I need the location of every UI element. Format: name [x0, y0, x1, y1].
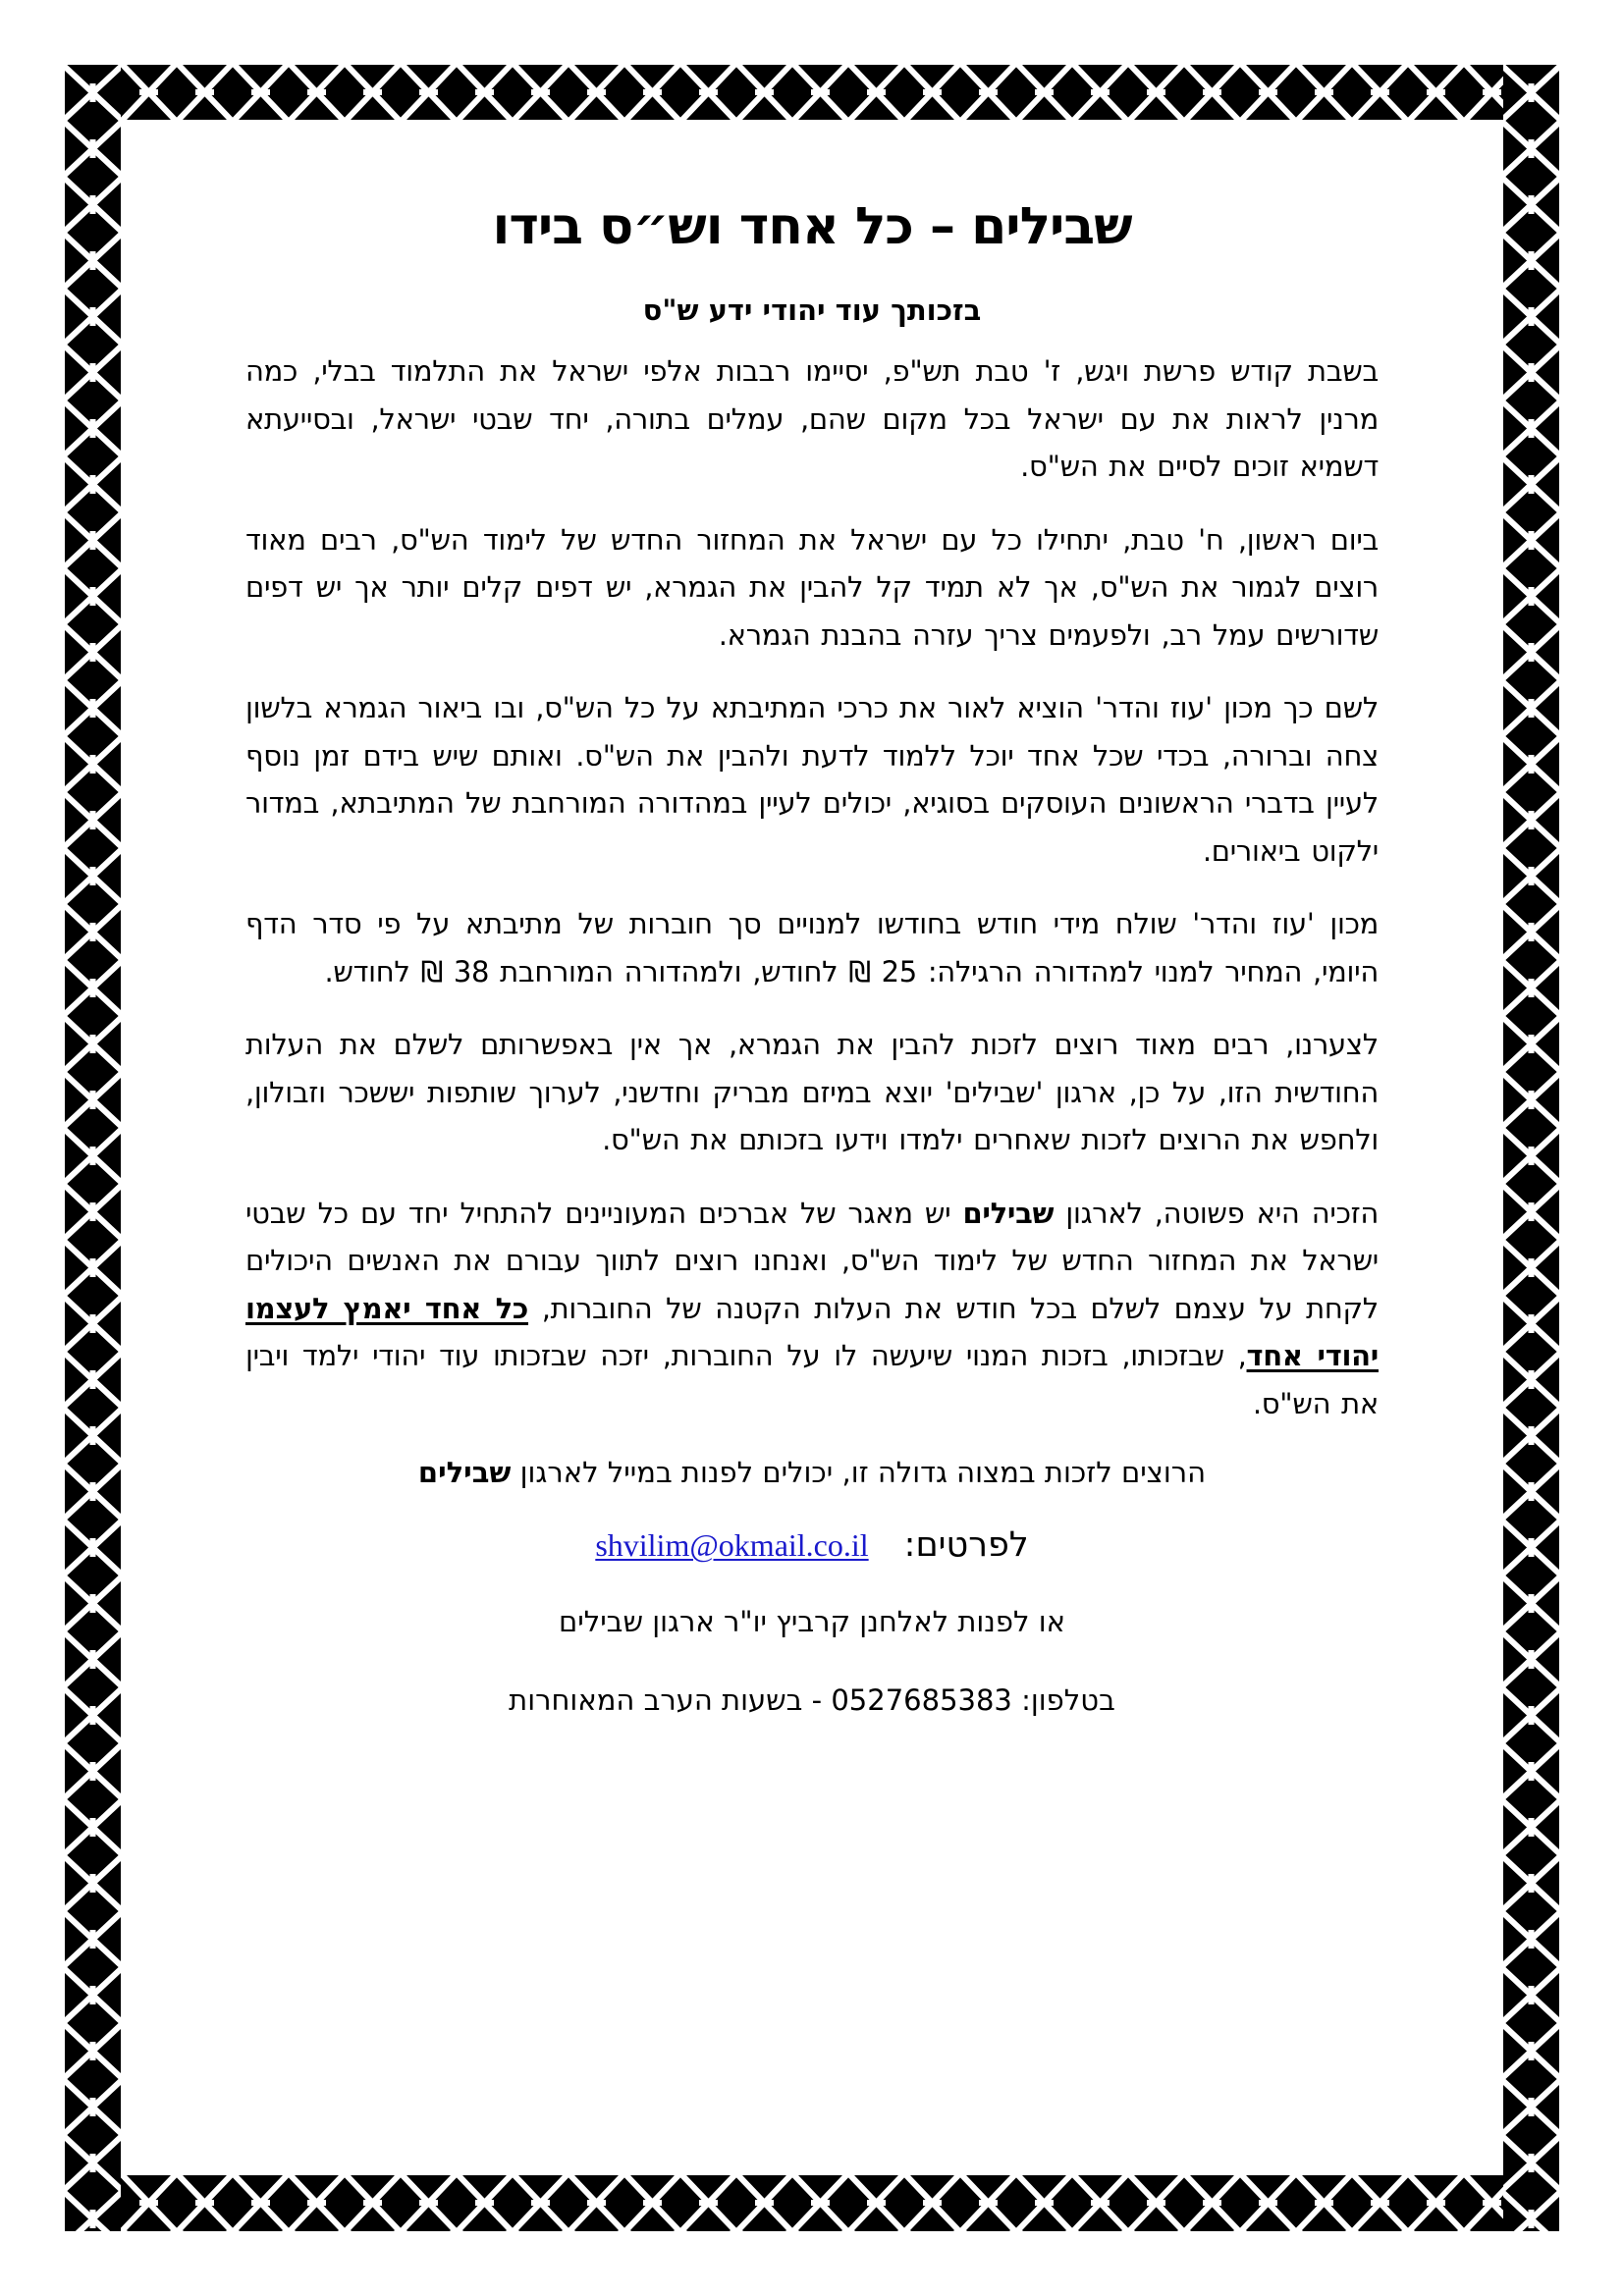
decorative-border-top [65, 65, 1559, 120]
document-title: שבילים – כל אחד וש״ס בידו [492, 197, 1132, 256]
lattice-pattern-icon [65, 65, 1559, 120]
contact-invite [245, 1453, 1379, 1492]
how-to-text-3: , שבזכותו, בזכות המנוי שיעשה לו על החוברות, יזכה שבזכותו עוד יהודי ילמד ויבין את הש"ס. [245, 1339, 1379, 1420]
paragraph-siyum: בשבת קודש פרשת ויגש, ז' טבת תש"פ, יסיימו רבבות אלפי ישראל את התלמוד בבלי, כמה מרנין לראות את עם ישראל בכל מקום שהם, עמלים בתורה, יחד שבטי ישראל, ובסייעתא דשמיא זוכים לסיים את הש"ס. [245, 354, 1379, 483]
paragraph-new-cycle: ביום ראשון, ח' טבת, יתחילו כל עם ישראל את המחזור החדש של לימוד הש"ס, רבים מאוד רוצים לגמור את הש"ס, אך לא תמיד קל להבין את הגמרא, יש דפים קלים יותר אך יש דפים שדורשים עמל רב, ולפעמים צריך עזרה בהבנת הגמרא. [245, 522, 1379, 652]
contact-org-name: שבילים [417, 1456, 512, 1489]
how-to-text-1: הזכיה היא פשוטה, לארגון [1054, 1196, 1379, 1230]
how-to-text-2: יש מאגר של אברכים המעוניינים להתחיל יחד עם כל שבטי ישראל את המחזור החדש של לימוד הש"ס, ואנחנו רוצים לתווך עבורם את האנשים היכולים לקחת על עצמם לשלם בכל חודש את העלות הקטנה של החוברות, [245, 1196, 1379, 1325]
alt-contact: או לפנות לאלחנן קרביץ יו"ר ארגון שבילים [558, 1605, 1066, 1638]
details-label: לפרטים: [903, 1525, 1029, 1565]
decorative-border-right [1503, 65, 1559, 2231]
paragraph-metivta: לשם כך מכון 'עוז והדר' הוציא לאור את כרכי המתיבתא על כל הש"ס, ובו ביאור הגמרא בלשון צחה וברורה, בכדי שכל אחד יוכל ללמוד לדעת ולהבין את הש"ס. ואותם שיש בידם זמן נוסף לעיין בדברי הראשונים העוסקים בסוגיא, יכולים לעיין במהדורה המורחבת של המתיבתא, במדור ילקוט ביאורים. [245, 691, 1379, 868]
lattice-pattern-icon [1503, 65, 1559, 2231]
lattice-pattern-icon [65, 2175, 1559, 2231]
contact-details-row [245, 1525, 1379, 1565]
contact-invite-text: הרוצים לזכות במצוה גדולה זו, יכולים לפנות במייל לארגון [511, 1456, 1207, 1489]
phone-line: בטלפון: 0527685383 - בשעות הערב המאוחרות [509, 1683, 1115, 1717]
document-subtitle: בזכותך עוד יהודי ידע ש"ס [642, 294, 982, 327]
org-name-bold: שבילים [962, 1196, 1055, 1230]
paragraph-how-to [245, 1190, 1379, 1428]
email-link[interactable]: shvilim@okmail.co.il [595, 1527, 869, 1563]
paragraph-subscription-price: מכון 'עוז והדר' שולח מידי חודש בחודשו למנויים סך חוברות של מתיבתא על פי סדר הדף היומי, המחיר למנוי למהדורה הרגילה: 25 ₪ לחודש, ולמהדורה המורחבת 38 ₪ לחודש. [245, 907, 1379, 988]
decorative-border-left [65, 65, 121, 2231]
document-content [245, 192, 1379, 1720]
adopt-slogan: כל אחד יאמץ לעצמו יהודי אחד [245, 1291, 1379, 1372]
decorative-border-bottom [65, 2175, 1559, 2231]
lattice-pattern-icon [65, 65, 121, 2231]
paragraph-initiative: לצערנו, רבים מאוד רוצים לזכות להבין את הגמרא, אך אין באפשרותם לשלם את העלות החודשית הזו, על כן, ארגון 'שבילים' יוצא במיזם מבריק וחדשני, לערוך שותפות יששכר וזבולון, ולחפש את הרוצים לזכות שאחרים ילמדו וידעו בזכותם את הש"ס. [245, 1028, 1379, 1156]
